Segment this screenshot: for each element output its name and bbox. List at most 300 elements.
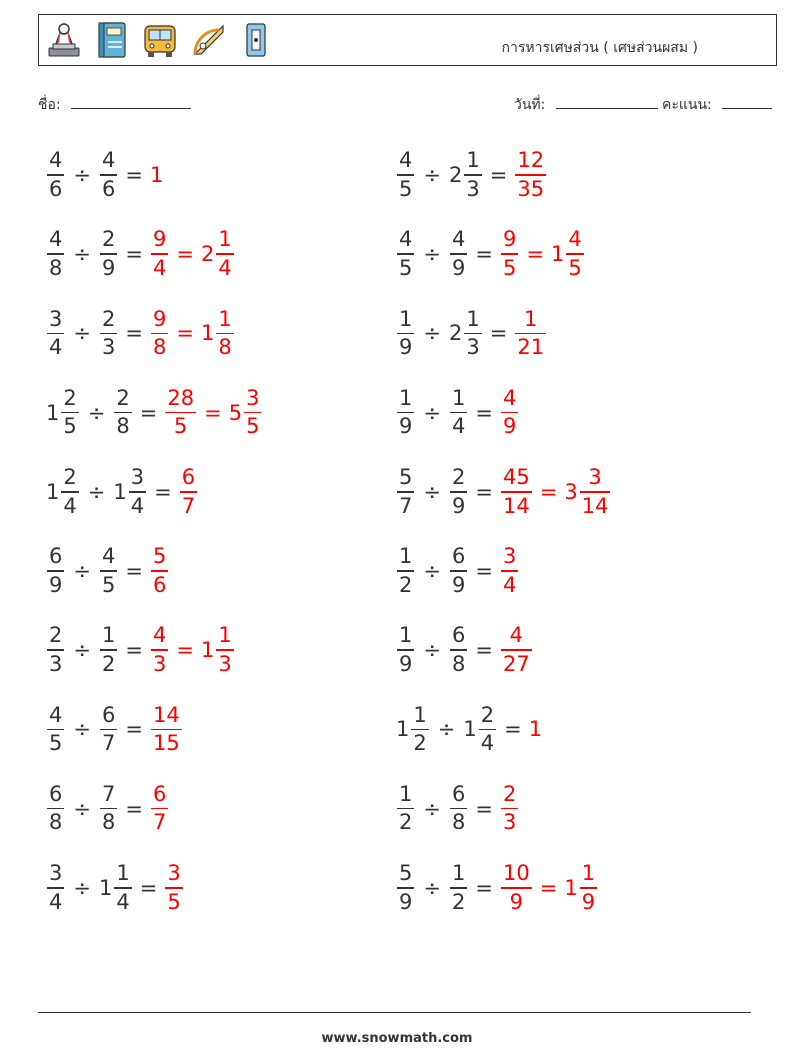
divisor (113, 467, 147, 517)
divisor (99, 781, 118, 835)
denominator: 4 (49, 889, 63, 914)
fraction (501, 229, 518, 279)
answer-part (500, 781, 519, 835)
fraction (100, 546, 117, 596)
fraction-bar (397, 253, 414, 255)
answer-part (164, 863, 183, 913)
equals-sign: = (475, 242, 493, 267)
fraction (397, 229, 414, 279)
numerator: 1 (524, 306, 538, 331)
fraction (464, 306, 481, 360)
fraction (47, 781, 64, 835)
date-field (514, 94, 658, 116)
fraction-bar (244, 412, 261, 414)
equals-sign: = (154, 479, 172, 504)
divisor (449, 467, 468, 517)
score-label: คะแนน: (662, 97, 712, 113)
equals-sign: = (125, 321, 143, 346)
fraction-bar (47, 649, 64, 651)
answer (500, 546, 519, 596)
answer (150, 163, 164, 187)
answer-equals-sign: = (176, 638, 194, 663)
answer (150, 625, 235, 675)
answer (500, 863, 598, 913)
numerator: 45 (502, 465, 530, 490)
worksheet-title: การหารเศษส่วน ( เศษส่วนผสม ) (501, 40, 698, 56)
answer (500, 229, 585, 279)
fraction (450, 625, 467, 675)
numerator: 6 (451, 623, 466, 648)
dividend (396, 385, 415, 439)
numerator: 14 (152, 702, 180, 727)
fraction (479, 702, 496, 756)
numerator: 3 (49, 306, 63, 331)
fraction (501, 467, 532, 517)
fraction-bar (501, 887, 532, 889)
divisor (99, 863, 133, 913)
fraction-bar (216, 253, 233, 255)
answer (500, 625, 533, 675)
answer-equals-sign: = (526, 242, 544, 267)
answer (514, 306, 547, 360)
fraction (165, 863, 182, 913)
fraction-bar (129, 491, 146, 493)
fraction-bar (580, 491, 611, 493)
divide-sign: ÷ (423, 321, 441, 346)
answer-part (514, 150, 547, 200)
denominator: 4 (63, 493, 77, 518)
score-field (662, 94, 772, 116)
answer-part (551, 229, 585, 279)
fraction (114, 863, 131, 913)
answer-part (500, 546, 519, 596)
numerator: 9 (152, 227, 167, 252)
fraction-bar (411, 729, 428, 731)
answer-part (150, 229, 169, 279)
fraction-bar (180, 491, 197, 493)
divide-sign: ÷ (73, 875, 91, 900)
footer-divider (38, 1012, 751, 1013)
numerator: 1 (399, 306, 413, 331)
school-bus-icon (141, 20, 179, 60)
problem-row (46, 779, 169, 839)
fraction (397, 150, 414, 200)
divisor (463, 702, 497, 756)
answer-part (201, 625, 235, 675)
answer (150, 702, 183, 756)
fraction-bar (464, 174, 481, 176)
equals-sign: = (504, 717, 522, 742)
numerator: 4 (451, 227, 466, 252)
fraction (216, 229, 233, 279)
fraction-bar (47, 570, 64, 572)
divide-sign: ÷ (423, 163, 441, 187)
worksheet-header (38, 14, 777, 66)
answer (529, 717, 543, 741)
fraction (216, 306, 233, 360)
answer (150, 229, 235, 279)
numerator: 1 (399, 385, 413, 410)
answer-part (529, 717, 543, 741)
problem-row (396, 224, 585, 284)
fraction-bar (566, 253, 583, 255)
numerator: 2 (451, 465, 466, 490)
fraction (397, 863, 414, 913)
fraction (151, 229, 168, 279)
denominator: 14 (502, 493, 530, 518)
fraction-bar (114, 412, 131, 414)
numerator: 1 (101, 623, 116, 648)
denominator: 3 (502, 810, 517, 835)
answer-part (150, 546, 169, 596)
fraction-bar (397, 649, 414, 651)
fraction-bar (47, 174, 64, 176)
divide-sign: ÷ (423, 400, 441, 425)
answer-part (500, 625, 533, 675)
fraction (397, 467, 414, 517)
denominator: 7 (399, 493, 413, 518)
answer (150, 781, 169, 835)
denominator: 6 (152, 572, 167, 597)
problem-row (46, 620, 235, 680)
fraction (397, 781, 414, 835)
fraction-bar (100, 333, 117, 335)
dividend (396, 863, 415, 913)
fraction (397, 625, 414, 675)
denominator: 8 (101, 810, 116, 835)
equals-sign: = (139, 400, 158, 425)
fraction-bar (515, 174, 546, 176)
numerator: 9 (152, 306, 167, 331)
denominator: 3 (49, 651, 63, 676)
answer-part (150, 306, 169, 360)
fraction-bar (501, 649, 532, 651)
dividend (46, 625, 65, 675)
fraction-bar (61, 412, 78, 414)
fraction (501, 385, 518, 439)
dividend (396, 229, 415, 279)
answer-part (150, 702, 183, 756)
answer (179, 467, 198, 517)
fraction (566, 229, 583, 279)
answer-equals-sign: = (539, 479, 558, 504)
answer-part (500, 863, 533, 913)
denominator: 5 (101, 572, 116, 597)
fraction-bar (151, 808, 168, 810)
fraction-bar (450, 491, 467, 493)
answer-equals-sign: = (176, 242, 194, 267)
equals-sign: = (125, 638, 143, 663)
whole-number: 1 (113, 479, 127, 504)
divisor (99, 306, 118, 360)
numerator: 3 (502, 544, 517, 569)
denominator: 5 (399, 255, 413, 280)
fraction (515, 306, 546, 360)
denominator: 4 (451, 414, 466, 439)
numerator: 6 (152, 781, 167, 806)
problem-row (396, 303, 547, 363)
fraction (100, 150, 117, 200)
denominator: 5 (174, 414, 188, 439)
fraction-bar (61, 491, 78, 493)
fraction-bar (100, 253, 117, 255)
fraction-bar (100, 808, 117, 810)
name-line (71, 94, 191, 109)
fraction (151, 781, 168, 835)
date-line (556, 94, 658, 109)
numerator: 10 (502, 861, 530, 886)
numerator: 3 (246, 385, 260, 410)
whole-number: 2 (448, 163, 463, 187)
numerator: 5 (399, 861, 413, 886)
fraction (47, 150, 64, 200)
denominator: 9 (49, 572, 63, 597)
divisor (99, 702, 118, 756)
equals-sign: = (475, 796, 493, 821)
equals-sign: = (139, 875, 158, 900)
denominator: 8 (116, 414, 130, 439)
equals-sign: = (125, 717, 143, 742)
answer-equals-sign: = (204, 400, 222, 425)
denominator: 9 (502, 414, 517, 439)
numerator: 4 (49, 702, 63, 727)
numerator: 4 (101, 544, 116, 569)
fraction-bar (100, 570, 117, 572)
whole-number: 1 (564, 875, 578, 900)
fraction (411, 702, 428, 756)
fraction-bar (397, 174, 414, 176)
denominator: 5 (63, 414, 77, 439)
whole-number: 1 (46, 400, 60, 425)
denominator: 8 (218, 335, 232, 360)
equals-sign: = (475, 875, 493, 900)
fraction (100, 306, 117, 360)
numerator: 3 (130, 465, 145, 490)
problem-row (46, 462, 198, 522)
fraction-bar (100, 649, 117, 651)
fraction-bar (47, 333, 64, 335)
fraction-bar (501, 570, 518, 572)
divide-sign: ÷ (73, 638, 91, 663)
fraction-bar (397, 887, 414, 889)
numerator: 4 (49, 227, 63, 252)
denominator: 9 (399, 414, 413, 439)
numerator: 7 (101, 781, 116, 806)
answer-part (179, 467, 198, 517)
whole-number: 2 (200, 242, 215, 267)
fraction-bar (479, 729, 496, 731)
fraction (450, 863, 467, 913)
fraction-bar (397, 412, 414, 414)
fraction-bar (47, 887, 64, 889)
answer (500, 781, 519, 835)
numerator: 3 (167, 861, 181, 886)
answer (500, 385, 519, 439)
denominator: 3 (101, 335, 116, 360)
divisor (449, 385, 468, 439)
name-label: ชื่อ: (38, 97, 61, 113)
divide-sign: ÷ (423, 796, 441, 821)
fraction (450, 467, 467, 517)
denominator: 9 (509, 889, 524, 914)
numerator: 1 (466, 148, 480, 173)
denominator: 9 (399, 335, 413, 360)
answer-part (150, 163, 164, 187)
dividend (396, 546, 415, 596)
numerator: 1 (581, 861, 596, 886)
fraction-bar (47, 253, 64, 255)
divide-sign: ÷ (423, 559, 441, 583)
denominator: 4 (130, 493, 145, 518)
fraction-bar (165, 887, 182, 889)
fraction (61, 385, 78, 439)
denominator: 5 (568, 255, 582, 280)
numerator: 3 (49, 861, 63, 886)
fraction-bar (580, 887, 597, 889)
fraction (47, 863, 64, 913)
denominator: 8 (49, 810, 63, 835)
numerator: 4 (101, 148, 116, 173)
fraction (47, 625, 64, 675)
answer-part (228, 385, 263, 439)
fraction (515, 150, 546, 200)
whole-number: 3 (564, 479, 578, 504)
problem-row (46, 145, 164, 205)
numerator: 2 (480, 702, 495, 727)
divide-sign: ÷ (423, 875, 441, 900)
denominator: 5 (502, 255, 517, 280)
fraction (501, 546, 518, 596)
divide-sign: ÷ (73, 559, 91, 583)
dividend (396, 306, 415, 360)
numerator: 4 (502, 385, 517, 410)
numerator: 2 (63, 465, 77, 490)
fraction-bar (100, 174, 117, 176)
equals-sign: = (125, 559, 143, 583)
denominator: 2 (451, 889, 466, 914)
fraction (397, 306, 414, 360)
divisor (99, 625, 118, 675)
problem-row (396, 383, 519, 443)
answer-part (150, 625, 169, 675)
denominator: 9 (451, 572, 466, 597)
fraction (397, 546, 414, 596)
fraction (501, 625, 532, 675)
numerator: 6 (181, 465, 196, 490)
numerator: 2 (101, 227, 116, 252)
equals-sign: = (475, 638, 493, 663)
fraction-bar (151, 253, 168, 255)
numerator: 2 (502, 781, 517, 806)
numerator: 1 (399, 544, 413, 569)
denominator: 9 (399, 889, 413, 914)
answer (150, 546, 169, 596)
denominator: 6 (49, 176, 63, 201)
numerator: 5 (152, 544, 167, 569)
denominator: 5 (167, 889, 181, 914)
numerator: 3 (588, 465, 602, 490)
denominator: 5 (246, 414, 260, 439)
score-line (722, 94, 772, 109)
dividend (46, 863, 65, 913)
fraction (151, 702, 182, 756)
answer-part (500, 385, 519, 439)
denominator: 8 (451, 810, 466, 835)
fraction-bar (501, 412, 518, 414)
numerator: 6 (49, 781, 63, 806)
numerator: 9 (502, 227, 517, 252)
fraction (501, 781, 518, 835)
denominator: 15 (152, 731, 180, 756)
whole-number: 1 (396, 717, 410, 742)
fraction-bar (450, 570, 467, 572)
fraction (180, 467, 197, 517)
denominator: 8 (451, 651, 466, 676)
fraction-bar (397, 808, 414, 810)
divisor (449, 229, 468, 279)
fraction (450, 781, 467, 835)
fraction (580, 467, 611, 517)
sharpener-icon (237, 20, 275, 60)
numerator: 5 (399, 465, 413, 490)
fraction-bar (515, 333, 546, 335)
problem-row (396, 620, 533, 680)
whole-number: 1 (98, 875, 113, 900)
footer-url: www.snowmath.com (321, 1031, 473, 1046)
numerator: 28 (167, 385, 195, 410)
fraction (151, 625, 168, 675)
fraction-bar (450, 649, 467, 651)
divisor (449, 781, 468, 835)
fraction-bar (450, 887, 467, 889)
fraction (165, 385, 196, 439)
problem-row (46, 224, 235, 284)
denominator: 27 (502, 651, 530, 676)
divisor (449, 150, 483, 200)
denominator: 3 (466, 335, 480, 360)
denominator: 9 (101, 255, 116, 280)
problem-row (396, 145, 547, 205)
fraction-bar (501, 491, 532, 493)
answer-part (201, 229, 235, 279)
denominator: 5 (49, 731, 63, 756)
whole-number: 1 (463, 717, 477, 742)
numerator: 1 (218, 623, 232, 648)
dividend (46, 385, 80, 439)
denominator: 9 (581, 889, 596, 914)
fraction-bar (151, 729, 182, 731)
problem-row (396, 699, 543, 759)
name-field (38, 94, 191, 116)
fraction-bar (151, 649, 168, 651)
fraction (397, 385, 414, 439)
fraction (450, 385, 467, 439)
equals-sign: = (475, 479, 493, 504)
numerator: 2 (49, 623, 63, 648)
fraction (47, 229, 64, 279)
whole-number: 2 (448, 321, 463, 346)
numerator: 12 (517, 148, 545, 173)
numerator: 1 (451, 861, 466, 886)
divisor (99, 229, 118, 279)
numerator: 2 (63, 385, 77, 410)
fraction (216, 625, 233, 675)
stamp-icon (45, 20, 83, 60)
fraction (580, 863, 597, 913)
fraction (61, 467, 78, 517)
denominator: 8 (49, 255, 63, 280)
fraction-bar (450, 412, 467, 414)
